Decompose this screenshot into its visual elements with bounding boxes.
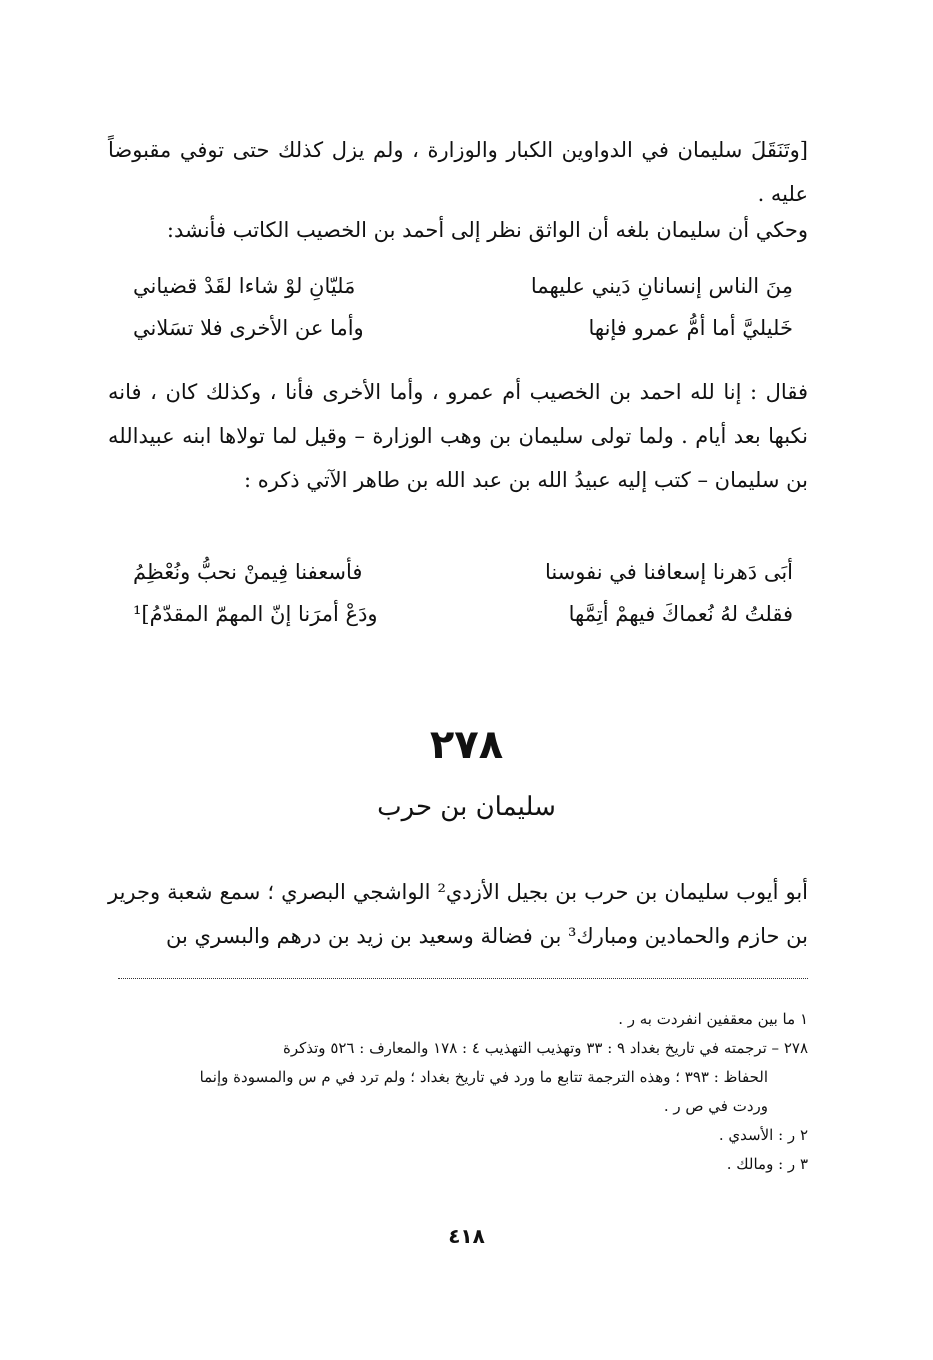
verse-first-hemistich: خَليليَّ أما أمُّ عمرو فإنها	[588, 316, 793, 340]
paragraph-3: فقال : إنا لله احمد بن الخصيب أم عمرو ، وأما الأخرى فأنا ، وكذلك كان ، فانه نكبها بعد أيام . ولما تولى سليمان بن وهب الوزارة – وقيل لما تولاها ابنه عبيدالله بن سليمان – كتب إليه عبيدُ الله بن عبد الله بن طاهر الآتي ذكره :	[108, 380, 808, 492]
paragraph-2: وحكي أن سليمان بلغه أن الواثق نظر إلى أحمد بن الخصيب الكاتب فأنشد:	[166, 218, 808, 242]
verse-line	[133, 266, 793, 306]
verse-second-hemistich: فأسعفنا فِيمنْ نحبُّ ونُعْظِمُ	[133, 560, 363, 584]
verse-second-hemistich: مَليّانِ لوْ شاءا لقَدْ قضياني	[133, 274, 356, 298]
verse-second-hemistich: وأما عن الأخرى فلا تسَلاني	[133, 316, 364, 340]
verse-first-hemistich: فقلتُ لهُ نُعماكَ فيهمْ أتِمَّها	[568, 602, 793, 626]
footnote-continuation: وردت في ص ر .	[663, 1097, 768, 1115]
verse-line	[133, 594, 793, 634]
entry-title: سليمان بن حرب	[377, 792, 556, 822]
footnote-continuation: الحفاظ : ٣٩٣ ؛ وهذه الترجمة تتابع ما ورد في تاريخ بغداد ؛ ولم ترد في م س والمسودة وإنما	[199, 1068, 768, 1086]
footnote: ٣ ر : ومالك .	[726, 1155, 808, 1173]
entry-body: أبو أيوب سليمان بن حرب بن بجيل الأزدي² الواشجي البصري ؛ سمع شعبة وجرير بن حازم والحمادين ومبارك³ بن فضالة وسعيد بن زيد بن درهم والبسري بن	[108, 880, 809, 948]
footnotes	[108, 1005, 808, 1179]
verse-line	[133, 308, 793, 348]
footnote: ١ ما بين معقفين انفردت به ر .	[618, 1010, 808, 1028]
verse-second-hemistich: ودَعْ أمرَنا إنّ المهمّ المقدّمُ]¹	[133, 602, 378, 626]
page-number: ٤١٨	[448, 1224, 485, 1248]
footnote-divider	[118, 978, 808, 979]
footnote: ٢ ر : الأسدي .	[718, 1126, 808, 1144]
entry-number: ٢٧٨	[429, 722, 504, 768]
verse-first-hemistich: مِنَ الناس إنسانانِ دَيني عليهما	[530, 274, 793, 298]
verse-line	[133, 552, 793, 592]
footnote: ٢٧٨ – ترجمته في تاريخ بغداد ٩ : ٣٣ وتهذيب التهذيب ٤ : ١٧٨ والمعارف : ٥٢٦ وتذكرة	[282, 1039, 808, 1057]
verse-first-hemistich: أبَى دَهرنا إسعافنا في نفوسنا	[544, 560, 793, 584]
paragraph-1: [وتَنَقَلَ سليمان في الدواوين الكبار والوزارة ، ولم يزل كذلك حتى توفي مقبوضاً عليه .	[108, 138, 808, 206]
